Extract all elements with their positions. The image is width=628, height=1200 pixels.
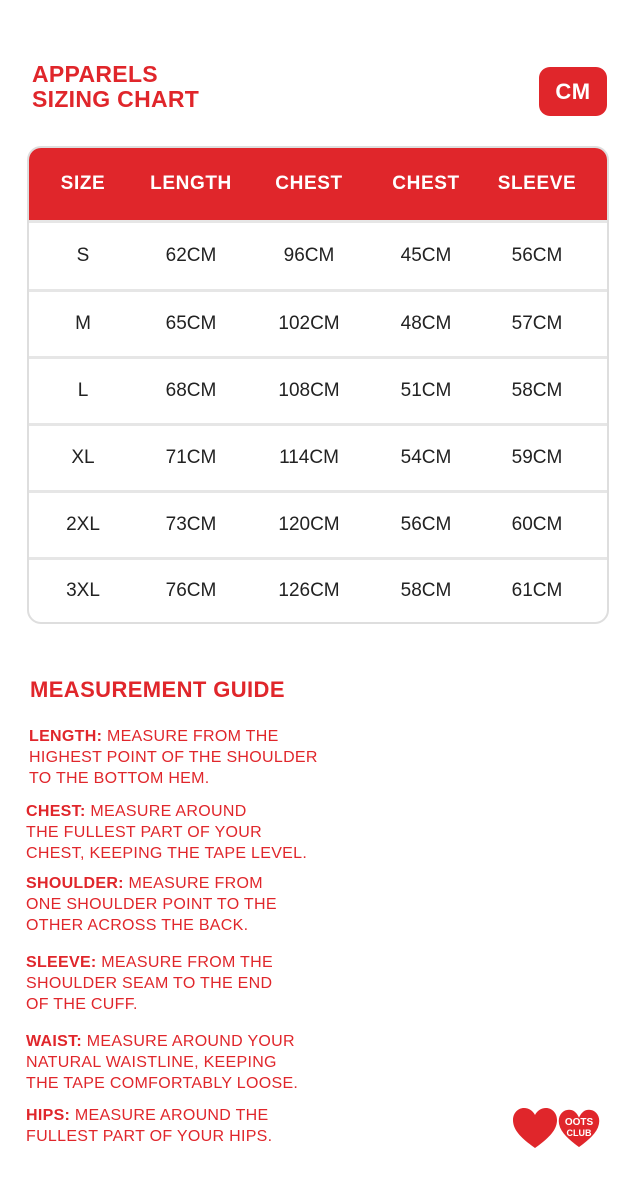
cell-chest-2: 45CM: [400, 245, 452, 266]
cell-chest: 114CM: [279, 447, 339, 468]
column-header-chest-2: CHEST: [392, 173, 460, 194]
guide-entry-shoulder: [26, 873, 277, 936]
column-header-chest: CHEST: [275, 173, 343, 194]
guide-text: SHOULDER SEAM TO THE END: [26, 975, 273, 992]
guide-text: OF THE CUFF.: [26, 996, 138, 1013]
table-header-row: [29, 148, 607, 220]
page-title: [32, 62, 199, 112]
cell-chest-2: 51CM: [400, 380, 452, 401]
guide-text: MEASURE AROUND THE: [70, 1107, 269, 1124]
cell-chest-2: 54CM: [400, 447, 452, 468]
cell-length: 68CM: [165, 380, 217, 401]
page-title-line-2: SIZING CHART: [32, 86, 200, 112]
cell-length: 65CM: [165, 313, 217, 334]
column-header-size: SIZE: [60, 173, 106, 194]
guide-text: MEASURE AROUND: [85, 803, 247, 820]
table-row: [29, 557, 607, 622]
cell-chest-2: 56CM: [400, 514, 452, 535]
sizing-table: [27, 146, 609, 624]
table-row: [29, 490, 607, 557]
guide-text: CHEST, KEEPING THE TAPE LEVEL.: [26, 845, 308, 862]
guide-text: TO THE BOTTOM HEM.: [29, 770, 210, 787]
guide-text: FULLEST PART OF YOUR HIPS.: [26, 1128, 273, 1145]
page-title-line-1: APPARELS: [32, 61, 158, 87]
guide-term: SLEEVE:: [26, 954, 97, 971]
guide-entry-sleeve: [26, 952, 273, 1015]
cell-sleeve: 56CM: [511, 245, 563, 266]
guide-text: MEASURE FROM: [123, 875, 263, 892]
table-row: [29, 423, 607, 490]
guide-term: WAIST:: [26, 1033, 83, 1050]
table-row: [29, 289, 607, 356]
cell-chest-2: 48CM: [400, 313, 452, 334]
cell-chest: 120CM: [278, 514, 340, 535]
guide-text: THE FULLEST PART OF YOUR: [26, 824, 262, 841]
unit-badge: CM: [539, 67, 607, 116]
cell-length: 71CM: [165, 447, 217, 468]
guide-term: SHOULDER:: [26, 875, 124, 892]
cell-size: M: [75, 313, 91, 334]
cell-size: S: [76, 245, 90, 266]
cell-chest: 102CM: [278, 313, 340, 334]
guide-text: MEASURE FROM THE: [102, 728, 279, 745]
logo-text-bottom: CLUB: [566, 1128, 592, 1138]
guide-entry-chest: [26, 801, 307, 864]
guide-term: LENGTH:: [29, 728, 103, 745]
cell-size: L: [77, 380, 89, 401]
guide-entry-hips: [26, 1105, 272, 1147]
cell-sleeve: 58CM: [511, 380, 563, 401]
guide-text: HIGHEST POINT OF THE SHOULDER: [29, 749, 318, 766]
cell-chest: 126CM: [278, 580, 340, 601]
table-row: [29, 220, 607, 289]
guide-text: OTHER ACROSS THE BACK.: [26, 917, 249, 934]
guide-text: THE TAPE COMFORTABLY LOOSE.: [26, 1075, 299, 1092]
column-header-sleeve: SLEEVE: [497, 173, 577, 194]
cell-size: XL: [71, 447, 95, 468]
guide-text: MEASURE FROM THE: [96, 954, 273, 971]
cell-chest-2: 58CM: [400, 580, 452, 601]
brand-logo: [512, 1106, 604, 1150]
cell-size: 3XL: [66, 580, 100, 601]
cell-sleeve: 61CM: [511, 580, 563, 601]
cell-chest: 96CM: [283, 245, 335, 266]
guide-text: MEASURE AROUND YOUR: [82, 1033, 295, 1050]
guide-text: NATURAL WAISTLINE, KEEPING: [26, 1054, 277, 1071]
cell-length: 62CM: [165, 245, 217, 266]
guide-term: HIPS:: [26, 1107, 71, 1124]
cell-chest: 108CM: [278, 380, 340, 401]
table-row: [29, 356, 607, 423]
heart-icon: [513, 1108, 557, 1148]
logo-text-top: OOTS: [564, 1117, 594, 1128]
cell-sleeve: 60CM: [511, 514, 563, 535]
cell-length: 76CM: [165, 580, 217, 601]
column-header-length: LENGTH: [150, 173, 232, 194]
guide-text: ONE SHOULDER POINT TO THE: [26, 896, 277, 913]
measurement-guide-title: MEASUREMENT GUIDE: [30, 677, 285, 702]
guide-term: CHEST:: [26, 803, 86, 820]
cell-sleeve: 59CM: [511, 447, 563, 468]
guide-entry-length: [29, 726, 318, 789]
cell-length: 73CM: [165, 514, 217, 535]
cell-sleeve: 57CM: [511, 313, 563, 334]
cell-size: 2XL: [66, 514, 100, 535]
guide-entry-waist: [26, 1031, 298, 1094]
